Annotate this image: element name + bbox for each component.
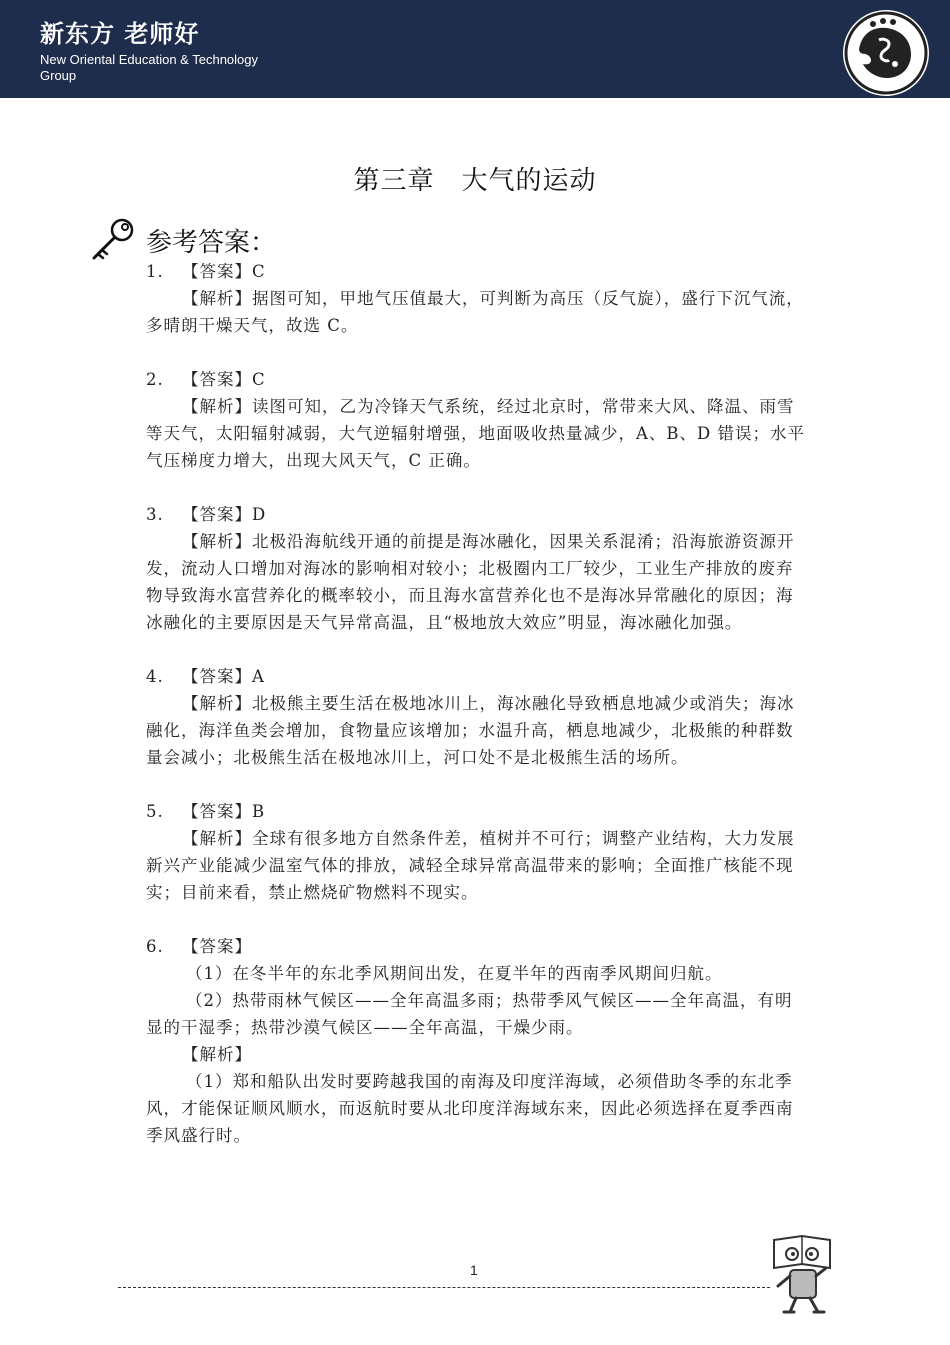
item-answer: 2. 【答案】C	[146, 370, 266, 389]
footer-divider	[118, 1287, 770, 1288]
item-answer: 3. 【答案】D	[146, 505, 267, 524]
mascot-icon	[770, 1232, 834, 1316]
chapter-title: 第三章 大气的运动	[353, 166, 597, 196]
item-answer: 6. 【答案】	[146, 937, 252, 956]
item-analysis-label: 【解析】	[182, 1045, 252, 1064]
item-answer: 1. 【答案】C	[146, 262, 266, 281]
key-icon	[88, 217, 136, 261]
header-banner	[0, 0, 950, 98]
answers-content	[146, 258, 808, 1149]
brand-name-cn: 新东方 老师好	[40, 20, 200, 48]
page-number: 1	[470, 1262, 478, 1278]
item-analysis: （1）郑和船队出发时要跨越我国的南海及印度洋海域，必须借助冬季的东北季风，才能保证顺风顺水，而返航时要从北印度洋海域东来，因此必须选择在夏季西南季风盛行时。	[146, 1072, 794, 1145]
brand-logo-icon	[843, 10, 929, 96]
item-analysis: 【解析】北极熊主要生活在极地冰川上，海冰融化导致栖息地减少或消失；海冰融化，海洋鱼类会增加，食物量应该增加；水温升高，栖息地减少，北极熊的种群数量会减小；北极熊生活在极地冰川上，河口处不是北极熊生活的场所。	[146, 694, 795, 767]
item-analysis: 【解析】全球有很多地方自然条件差，植树并不可行；调整产业结构，大力发展新兴产业能减少温室气体的排放，减轻全球异常高温带来的影响；全面推广核能不现实；目前来看，禁止燃烧矿物燃料不现实。	[146, 829, 795, 902]
item-analysis: 【解析】读图可知，乙为冷锋天气系统，经过北京时，常带来大风、降温、雨雪等天气，太阳辐射减弱，大气逆辐射增强，地面吸收热量减少，A、B、D 错误；水平气压梯度力增大，出现大风天气，C 正确。	[146, 397, 806, 470]
item-answer: 4. 【答案】A	[146, 667, 265, 686]
item-answer-line-1: （1）在冬半年的东北季风期间出发，在夏半年的西南季风期间归航。	[186, 964, 723, 983]
item-analysis: 【解析】北极沿海航线开通的前提是海冰融化，因果关系混淆；沿海旅游资源开发，流动人口增加对海冰的影响相对较小；北极圈内工厂较少，工业生产排放的废弃物导致海水富营养化的概率较小，而且海水富营养化也不是海冰异常融化的原因；海冰融化的主要原因是天气异常高温，且“极地放大效应”明显，海冰融化加强。	[146, 532, 795, 632]
item-analysis: 【解析】据图可知，甲地气压值最大，可判断为高压（反气旋），盛行下沉气流，多晴朗干燥天气，故选 C。	[146, 289, 804, 335]
brand-name-en: New Oriental Education & Technology Group	[40, 52, 258, 83]
item-answer-line-2: （2）热带雨林气候区——全年高温多雨；热带季风气候区——全年高温，有明显的干湿季；热带沙漠气候区——全年高温，干燥少雨。	[146, 991, 793, 1037]
answers-heading: 参考答案：	[146, 228, 277, 258]
item-answer: 5. 【答案】B	[146, 802, 266, 821]
